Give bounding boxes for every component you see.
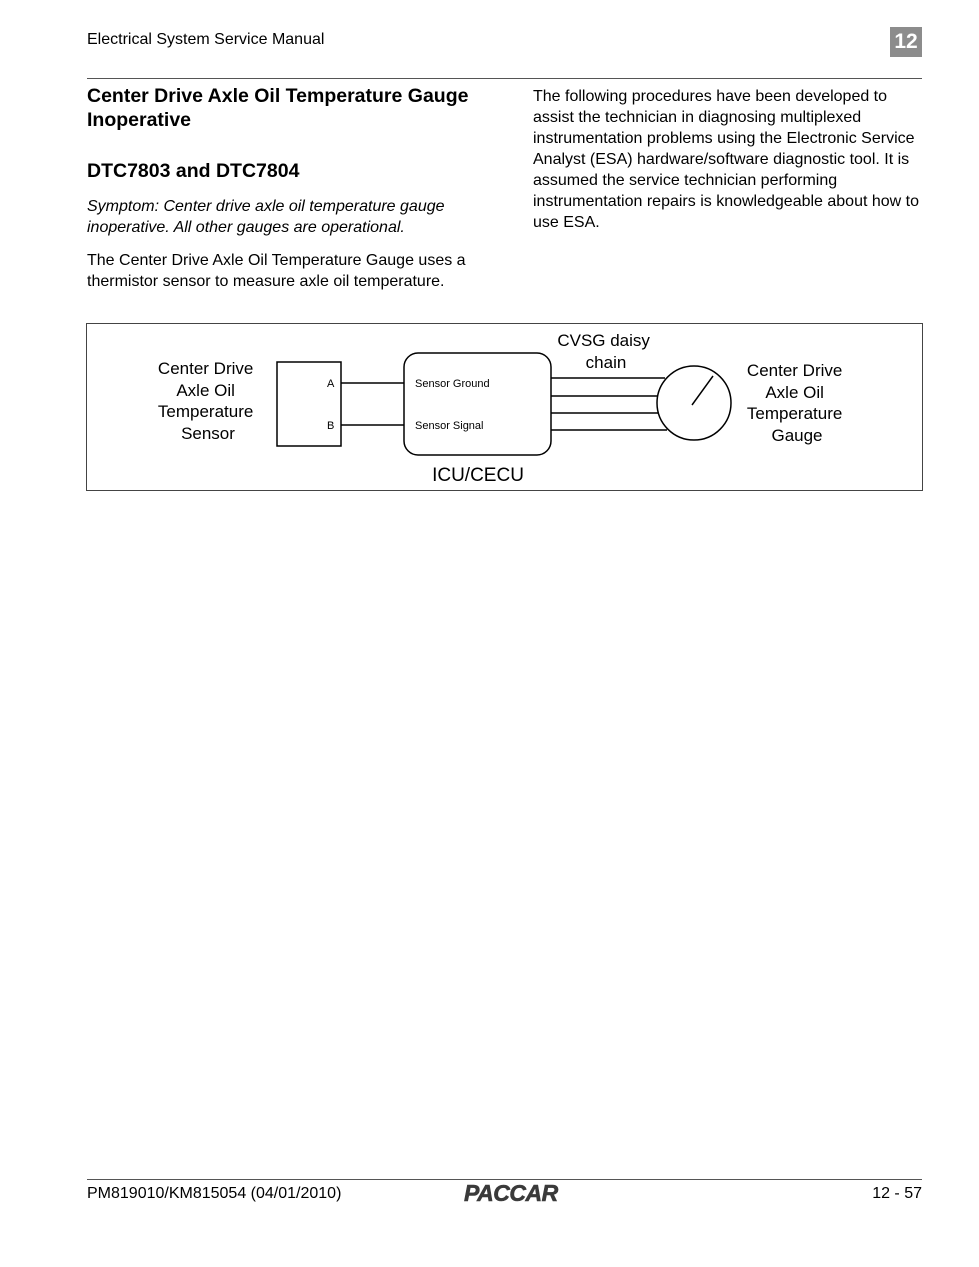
icu-box xyxy=(404,353,551,455)
daisy-chain-label: CVSG daisy chain xyxy=(557,331,650,372)
symptom-text: Symptom: Center drive axle oil temperature gauge inoperative. All other gauges are operational. xyxy=(87,198,445,236)
paccar-logo-text: PACCAR xyxy=(464,1180,558,1206)
icu-label: ICU/CECU xyxy=(432,465,524,486)
sensor-connector xyxy=(277,362,341,446)
wiring-diagram-svg xyxy=(87,324,922,490)
sensor-signal-label: Sensor Signal xyxy=(415,420,484,432)
footer-doc-id: PM819010/KM815054 (04/01/2010) xyxy=(87,1185,342,1202)
paccar-logo xyxy=(462,1180,568,1211)
header-title: Electrical System Service Manual xyxy=(87,31,325,48)
chapter-badge: 12 xyxy=(890,27,922,57)
intro-text: The following procedures have been developed to assist the technician in diagnosing multiplexed instrumentation problems using the Electronic Service Analyst (ESA) hardware/software diagnostic tool. It is assumed the service technician performing instrumentation repairs is knowledgeable about how to use ESA. xyxy=(533,88,920,231)
pin-b-label: B xyxy=(327,420,335,432)
pin-a-label: A xyxy=(327,378,335,390)
footer-page-number: 12 - 57 xyxy=(872,1185,922,1202)
header-rule xyxy=(87,78,922,79)
sensor-label: Center Drive Axle Oil Temperature Sensor xyxy=(157,359,254,443)
section-heading: Center Drive Axle Oil Temperature Gauge Inoperative xyxy=(87,85,469,131)
gauge-label: Center Drive Axle Oil Temperature Gauge xyxy=(746,361,843,445)
wiring-diagram xyxy=(86,323,923,491)
sensor-ground-label: Sensor Ground xyxy=(415,378,490,390)
dtc-heading: DTC7803 and DTC7804 xyxy=(87,160,300,182)
description-text: The Center Drive Axle Oil Temperature Gauge uses a thermistor sensor to measure axle oil temperature. xyxy=(87,252,466,290)
